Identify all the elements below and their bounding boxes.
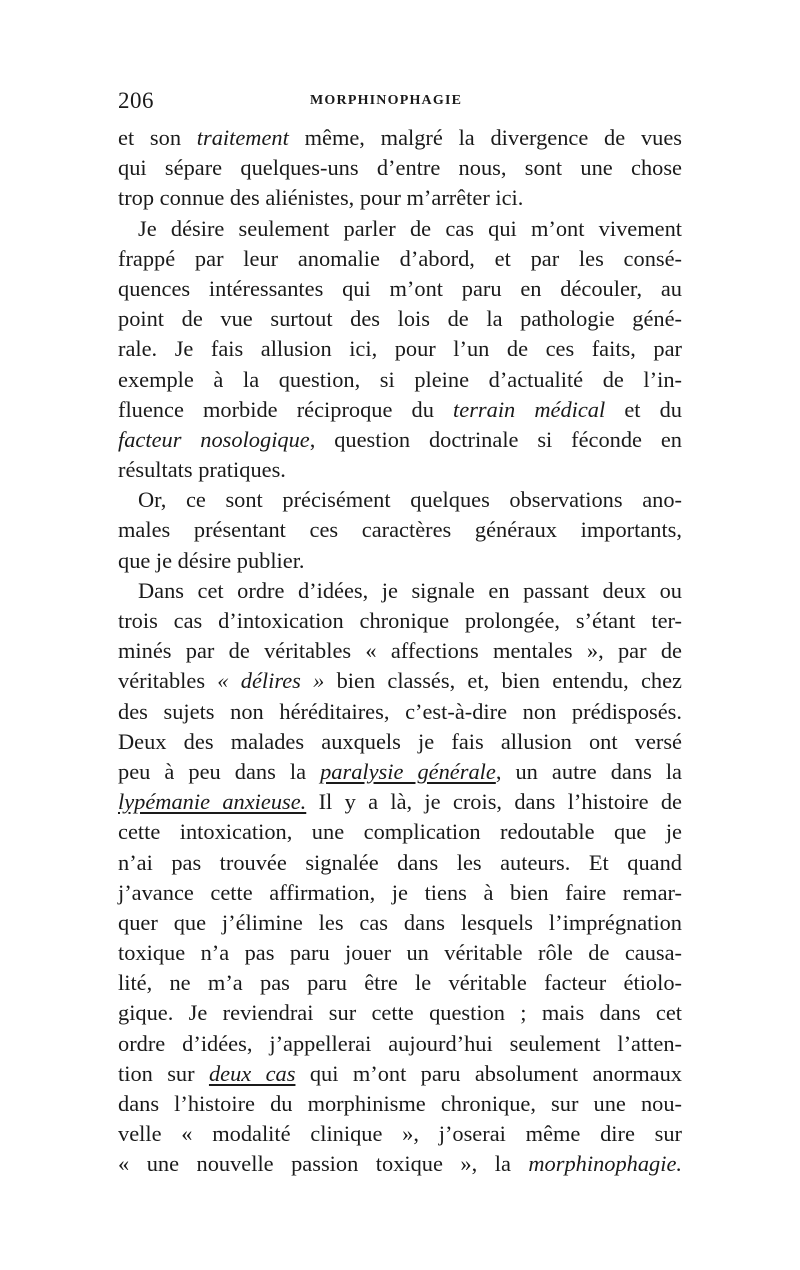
emphasized-text: paralysie générale <box>320 758 496 784</box>
text-line <box>118 697 682 727</box>
emphasized-text: « délires » <box>217 668 325 694</box>
text-segment: , un autre dans la <box>495 758 682 784</box>
text-segment: quer que j’élimine les cas dans lesquels l’imprégnation <box>118 909 682 935</box>
text-segment: et du <box>605 396 682 422</box>
text-line <box>118 365 682 395</box>
text-line <box>118 304 682 334</box>
text-segment: minés par de véritables « affections mentales », par de <box>118 638 682 664</box>
text-segment: point de vue surtout des lois de la pathologie géné- <box>118 306 682 332</box>
text-line <box>118 1149 682 1179</box>
text-segment: qui sépare quelques-uns d’entre nous, sont une chose <box>118 155 682 181</box>
text-segment: peu à peu dans la <box>118 758 321 784</box>
text-line <box>118 968 682 998</box>
text-line <box>118 938 682 968</box>
text-line <box>118 425 682 455</box>
text-line <box>118 1059 682 1089</box>
text-segment: « une nouvelle passion toxique », la <box>118 1151 529 1177</box>
text-line <box>118 606 682 636</box>
text-segment: Deux des malades auxquels je fais allusion ont versé <box>118 728 682 754</box>
text-line <box>118 274 682 304</box>
text-line <box>118 183 682 213</box>
text-segment: velle « modalité clinique », j’oserai même dire sur <box>118 1121 682 1147</box>
text-line <box>118 576 682 606</box>
running-head <box>118 88 682 118</box>
emphasized-text: morphinophagie. <box>528 1151 682 1177</box>
text-line <box>118 848 682 878</box>
text-segment: frappé par leur anomalie d’abord, et par les consé- <box>118 245 682 271</box>
text-segment: , question doctrinale si féconde en <box>309 426 682 452</box>
text-line <box>118 334 682 364</box>
text-segment: ordre d’idées, j’appellerai aujourd’hui seulement l’atten- <box>118 1030 682 1056</box>
text-segment: n’ai pas trouvée signalée dans les auteurs. Et quand <box>118 849 682 875</box>
text-segment: résultats pratiques. <box>118 457 286 483</box>
text-segment: rale. Je fais allusion ici, pour l’un de ces faits, par <box>118 336 682 362</box>
text-line <box>118 244 682 274</box>
running-title: MORPHINOPHAGIE <box>310 93 463 108</box>
text-line <box>118 1029 682 1059</box>
body-text <box>118 123 682 1180</box>
text-segment: quences intéressantes qui m’ont paru en découler, au <box>118 275 682 301</box>
text-segment: gique. Je reviendrai sur cette question ; mais dans cet <box>118 1000 682 1026</box>
text-segment: et son <box>118 125 197 150</box>
text-segment: des sujets non héréditaires, c’est-à-dire non prédisposés. <box>118 698 682 724</box>
text-segment: fluence morbide réciproque du <box>118 396 454 422</box>
text-segment: males présentant ces caractères généraux importants, <box>118 517 682 543</box>
text-segment: Il y a là, je crois, dans l’histoire de <box>306 789 682 815</box>
text-segment: dans l’histoire du morphinisme chronique, sur une nou- <box>118 1091 682 1116</box>
emphasized-text: terrain médical <box>453 396 606 422</box>
text-line <box>118 395 682 425</box>
text-segment: que je désire publier. <box>118 547 305 573</box>
text-line <box>118 727 682 757</box>
emphasized-text: lypémanie anxieuse. <box>118 789 307 815</box>
emphasized-text: facteur nosologique <box>118 426 310 452</box>
text-line <box>118 455 682 485</box>
text-segment: bien classés, et, bien entendu, chez <box>324 668 682 694</box>
text-line <box>118 817 682 847</box>
emphasized-text: deux cas <box>208 1060 296 1086</box>
text-line <box>118 787 682 817</box>
text-segment: Je désire seulement parler de cas qui m’ont vivement <box>138 215 682 241</box>
text-line <box>118 515 682 545</box>
text-line <box>118 485 682 515</box>
text-segment: lité, ne m’a pas paru être le véritable facteur étiolo- <box>118 970 682 996</box>
text-segment: Or, ce sont précisément quelques observations ano- <box>138 487 682 513</box>
text-line <box>118 1089 682 1119</box>
text-segment: cette intoxication, une complication redoutable que je <box>118 819 682 845</box>
text-segment: j’avance cette affirmation, je tiens à bien faire remar- <box>118 879 682 905</box>
text-line <box>118 757 682 787</box>
text-segment: toxique n’a pas paru jouer un véritable rôle de causa- <box>118 940 682 966</box>
text-segment: Dans cet ordre d’idées, je signale en passant deux ou <box>138 577 682 603</box>
text-line <box>118 666 682 696</box>
text-segment: exemple à la question, si pleine d’actualité de l’in- <box>118 366 682 392</box>
text-line <box>118 214 682 244</box>
text-line <box>118 123 682 153</box>
text-line <box>118 153 682 183</box>
page-number: 206 <box>118 88 154 113</box>
text-line <box>118 998 682 1028</box>
text-line <box>118 878 682 908</box>
text-segment: trop connue des aliénistes, pour m’arrêter ici. <box>118 185 524 211</box>
text-line <box>118 1119 682 1149</box>
text-segment: même, malgré la divergence de vues <box>288 125 682 150</box>
text-segment: tion sur <box>118 1060 209 1086</box>
text-segment: qui m’ont paru absolument anormaux <box>295 1060 682 1086</box>
text-line <box>118 636 682 666</box>
text-line <box>118 908 682 938</box>
emphasized-text: traitement <box>196 125 289 150</box>
text-segment: véritables <box>118 668 218 694</box>
text-segment: trois cas d’intoxication chronique prolongée, s’étant ter- <box>118 608 682 633</box>
text-line <box>118 546 682 576</box>
